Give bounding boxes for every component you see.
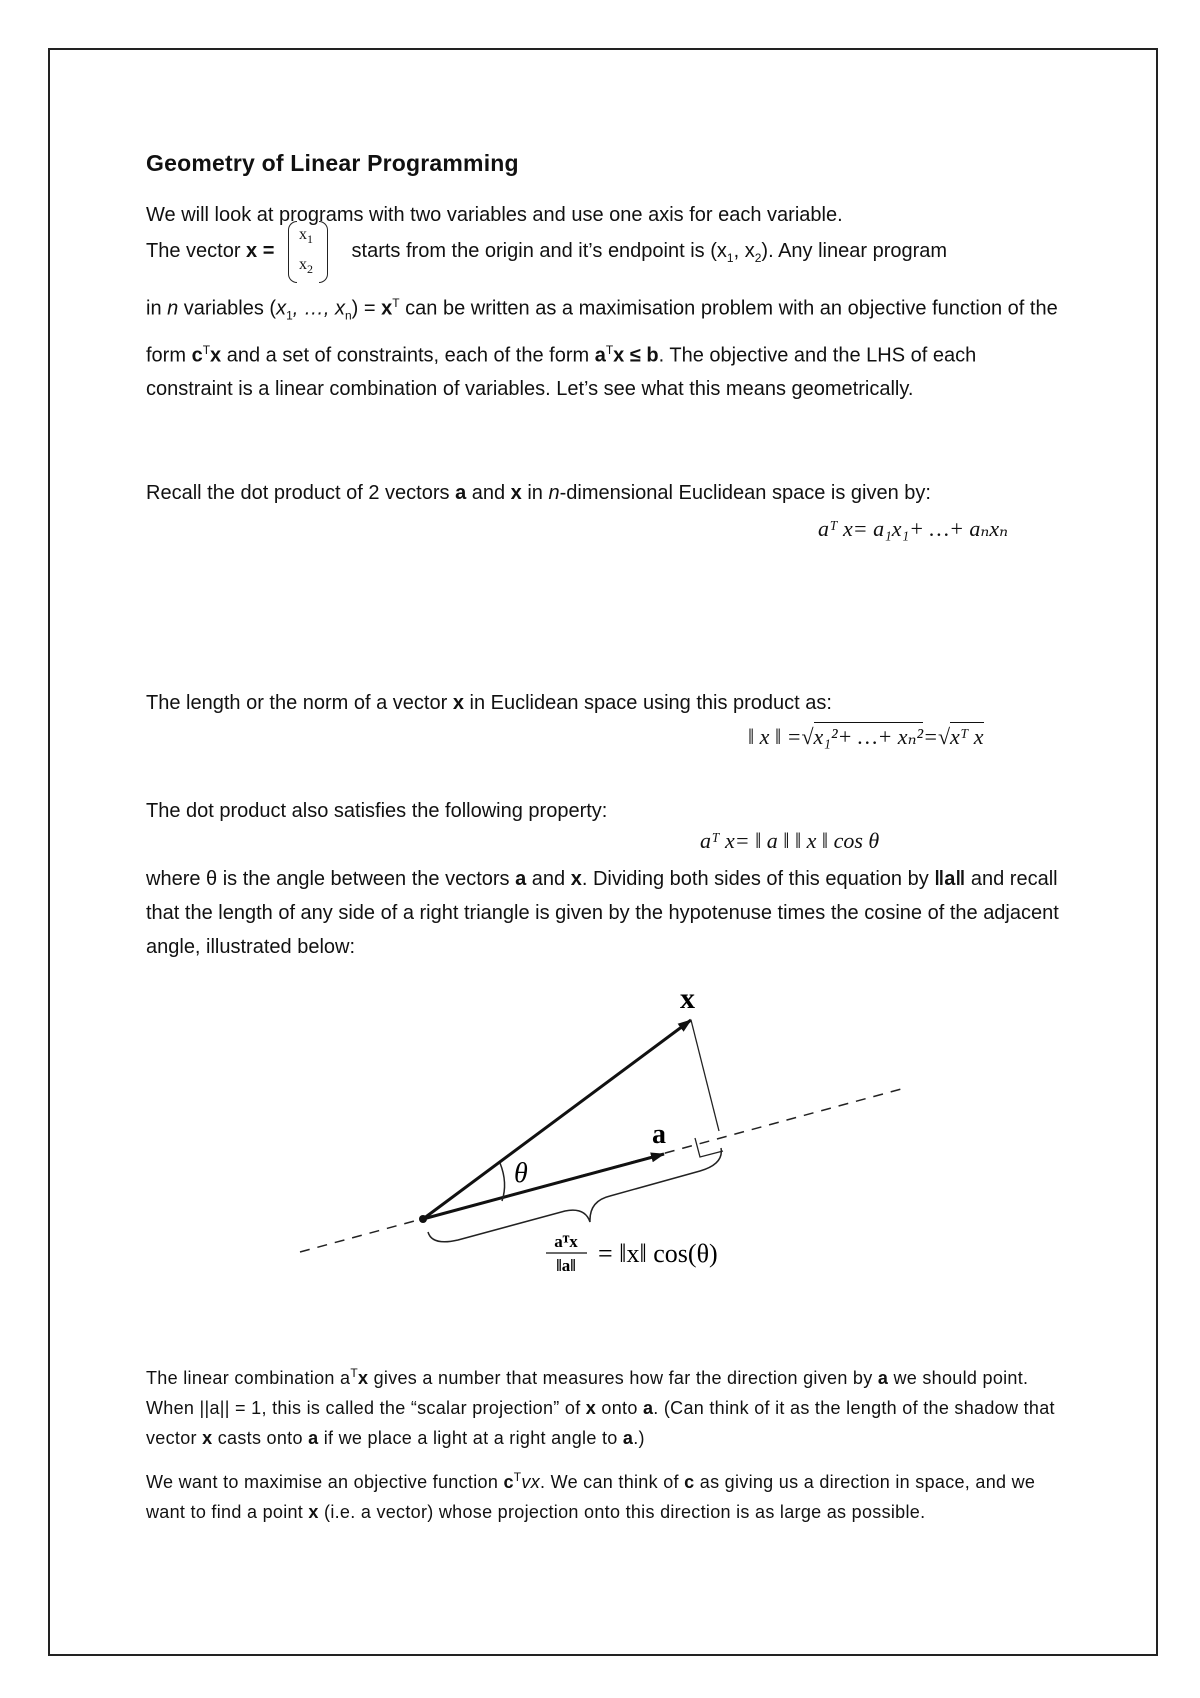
projection-brace [428, 1148, 721, 1242]
property-explanation: where θ is the angle between the vectors a and x. Dividing both sides of this equation by ‖a‖ and recall that the length of any side of a right triangle is given by the hypotenuse times the cosine of the adjacent angle, illustrated below: [146, 868, 1059, 958]
property-formula: aᵀ x= ‖ a ‖ ‖ x ‖ cos θ [700, 828, 880, 853]
dot-product-formula: aᵀ x= a₁x₁+ …+ aₙxₙ [818, 516, 1009, 541]
column-vector: $x_1$ $x_2$ [288, 221, 328, 283]
objective-paragraph: We want to maximise an objective function $c^Tvx$. We can think of c as giving us a direction in space, and we want to find a point x (i.e. a vector) whose projection onto this direction is as large as possible. [146, 1470, 1036, 1522]
projection-equation: = ‖x‖ cos(θ) [598, 1239, 718, 1268]
intro-paragraph: in n variables ($x_1$, …, $x_n) = x^T$ can be written as a maximisation problem with an objective function of the form $c^Tx$ and a set of constraints, each of the form $a^Tx \le b$. The objective and the LHS of each constraint is a linear combination of variables. Let’s see what this means geometrically. [146, 296, 1058, 401]
perpendicular-line [691, 1020, 719, 1131]
property-text: The dot product also satisfies the following property: [146, 800, 608, 822]
fraction-numerator: aᵀx [554, 1232, 578, 1251]
fraction-denominator: ‖a‖ [556, 1256, 576, 1275]
vector-a-arrow [423, 1154, 664, 1219]
label-a: a [652, 1119, 666, 1150]
angle-arc [500, 1163, 505, 1201]
label-x: x [680, 982, 695, 1015]
label-theta: θ [514, 1158, 528, 1189]
page-title: Geometry of Linear Programming [146, 150, 519, 176]
scalar-projection-paragraph: The linear combination $a^Tx$ gives a number that measures how far the direction given by a we should point. When ||a|| = 1, this is called the “scalar projection” of x onto a. (Can think of it as the length of the shadow that vector x casts onto a if we place a light at a right angle to a.) [146, 1366, 1055, 1448]
origin-point [419, 1215, 427, 1223]
intro-line: We will look at programs with two variables and use one axis for each variable. [146, 204, 843, 226]
norm-formula: ‖ x ‖ =√x₁²+ …+ xₙ²=√xᵀ x [748, 724, 984, 749]
dot-product-text: Recall the dot product of 2 vectors a and x in n-dimensional Euclidean space is given by: [146, 482, 931, 504]
vector-x-arrow [423, 1020, 691, 1219]
vector-definition: The vector x = $x_1$ $x_2$ starts from the origin and it’s endpoint is ($x_1$, $x_2$). Any linear program [146, 218, 1066, 284]
norm-text: The length or the norm of a vector x in Euclidean space using this product as: [146, 692, 832, 714]
